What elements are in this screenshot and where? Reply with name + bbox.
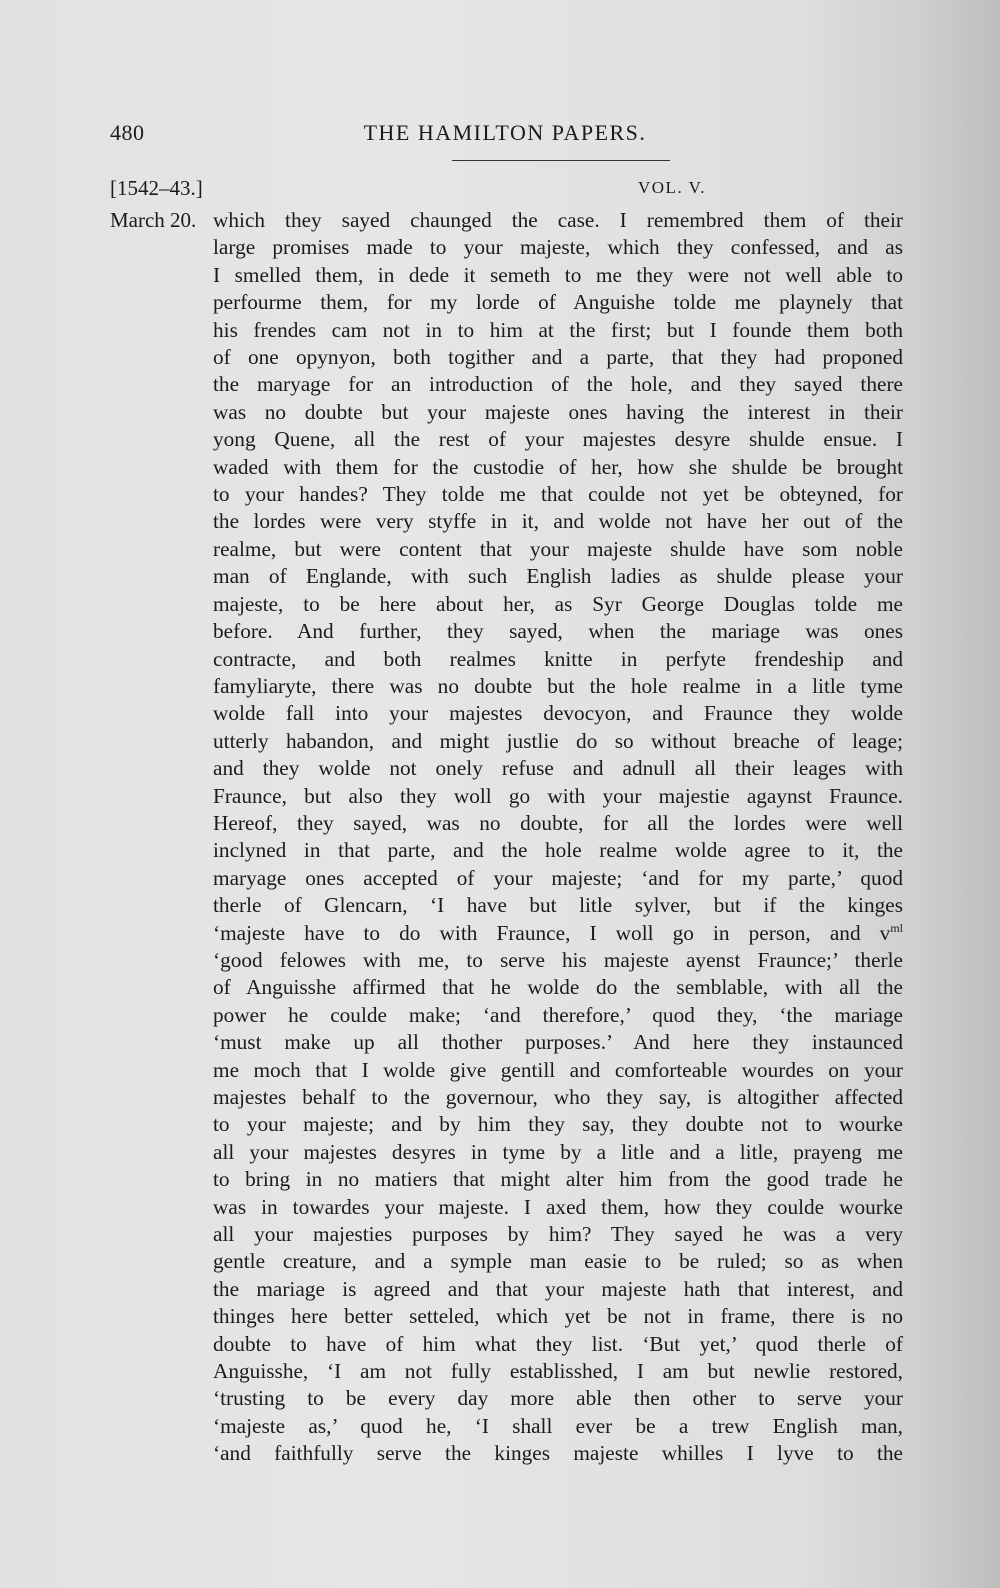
- text-line: was in towardes your majeste. I axed them, how they coulde wourke: [213, 1194, 903, 1219]
- text-line: wolde fall into your majestes devocyon, and Fraunce they wolde: [213, 701, 903, 726]
- text-line: the lordes were very styffe in it, and wolde not have her out of the: [213, 509, 903, 534]
- text-line: before. And further, they sayed, when the mariage was ones: [213, 619, 903, 644]
- superscript-ml: ml: [890, 920, 903, 935]
- text-line: of Anguisshe affirmed that he wolde do the semblable, with all the: [213, 975, 903, 1000]
- text-line: therle of Glencarn, ‘I have but litle sylver, but if the kinges: [213, 893, 903, 918]
- text-line: all your majestes desyres in tyme by a litle and a litle, prayeng me: [213, 1139, 903, 1164]
- text-line: ‘and faithfully serve the kinges majeste whilles I lyve to the: [213, 1441, 903, 1466]
- text-line: perfourme them, for my lorde of Anguishe tolde me playnely that: [213, 290, 903, 315]
- text-line: ‘good felowes with me, to serve his majeste ayenst Fraunce;’ therle: [213, 947, 903, 972]
- entry-date: March 20.: [110, 208, 197, 232]
- text-line: power he coulde make; ‘and therefore,’ quod they, ‘the mariage: [213, 1002, 903, 1027]
- text-line: thinges here better setteled, which yet be not in frame, there is no: [213, 1304, 903, 1329]
- text-line: waded with them for the custodie of her, how she shulde be brought: [213, 454, 903, 479]
- text-line: was no doubte but your majeste ones having the interest in their: [213, 399, 903, 424]
- text-line: the maryage for an introduction of the hole, and they sayed there: [213, 372, 903, 397]
- text-line: large promises made to your majeste, which they confessed, and as: [213, 235, 903, 260]
- text-line: contracte, and both realmes knitte in perfyte frendeship and: [213, 646, 903, 671]
- text-line: to your handes? They tolde me that coulde not yet be obteyned, for: [213, 482, 903, 507]
- text-line: to your majeste; and by him they say, they doubte not to wourke: [213, 1112, 903, 1137]
- text-line: ‘trusting to be every day more able then other to serve your: [213, 1386, 903, 1411]
- text-line: Hereof, they sayed, was no doubte, for all the lordes were well: [213, 810, 903, 835]
- volume-label: VOL. V.: [638, 178, 706, 197]
- page-number: 480: [110, 120, 145, 145]
- text-line: which they sayed chaunged the case. I remembred them of their: [213, 208, 903, 232]
- date-range: [1542–43.]: [110, 176, 203, 200]
- text-line: of one opynyon, both togither and a parte, that they had proponed: [213, 345, 903, 370]
- text-line: ‘majeste as,’ quod he, ‘I shall ever be a trew English man,: [213, 1413, 903, 1438]
- text-line: realme, but were content that your majeste shulde have som noble: [213, 536, 903, 561]
- text-line-with-superscript: [213, 920, 903, 947]
- text-line: utterly habandon, and might justlie do so without breache of leage;: [213, 728, 903, 753]
- text-line: majeste, to be here about her, as Syr George Douglas tolde me: [213, 591, 903, 616]
- text-line: Anguisshe, ‘I am not fully establisshed, I am but newlie restored,: [213, 1359, 903, 1384]
- text-line: majestes behalf to the governour, who they say, is altogither affected: [213, 1085, 903, 1109]
- text-segment: ‘majeste have to do with Fraunce, I woll go in person, and v: [213, 920, 891, 945]
- text-line: doubte to have of him what they list. ‘But yet,’ quod therle of: [213, 1331, 903, 1356]
- text-line: ‘must make up all thother purposes.’ And here they instaunced: [213, 1030, 903, 1055]
- text-line: famyliaryte, there was no doubte but the hole realme in a litle tyme: [213, 673, 903, 698]
- text-line: yong Quene, all the rest of your majestes desyre shulde ensue. I: [213, 427, 903, 452]
- running-title: THE HAMILTON PAPERS.: [363, 120, 647, 145]
- text-line: me moch that I wolde give gentill and comforteable wourdes on your: [213, 1057, 903, 1082]
- text-line: all your majesties purposes by him? They sayed he was a very: [213, 1222, 903, 1247]
- page-header: [110, 120, 900, 160]
- text-line: I smelled them, in dede it semeth to me they were not well able to: [213, 262, 903, 287]
- text-line: to bring in no matiers that might alter him from the good trade he: [213, 1167, 903, 1192]
- meta-row: [110, 176, 900, 206]
- text-line: Fraunce, but also they woll go with your majestie agaynst Fraunce.: [213, 783, 903, 808]
- text-line: his frendes cam not in to him at the first; but I founde them both: [213, 317, 903, 342]
- text-line: the mariage is agreed and that your majeste hath that interest, and: [213, 1276, 903, 1301]
- text-line: gentle creature, and a symple man easie to be ruled; so as when: [213, 1249, 903, 1274]
- header-rule: [452, 160, 670, 161]
- text-line: inclyned in that parte, and the hole realme wolde agree to it, the: [213, 838, 903, 863]
- text-line: maryage ones accepted of your majeste; ‘and for my parte,’ quod: [213, 865, 903, 890]
- text-line: and they wolde not onely refuse and adnull all their leages with: [213, 756, 903, 781]
- letter-body: [213, 207, 903, 1468]
- text-line: man of Englande, with such English ladies as shulde please your: [213, 564, 903, 589]
